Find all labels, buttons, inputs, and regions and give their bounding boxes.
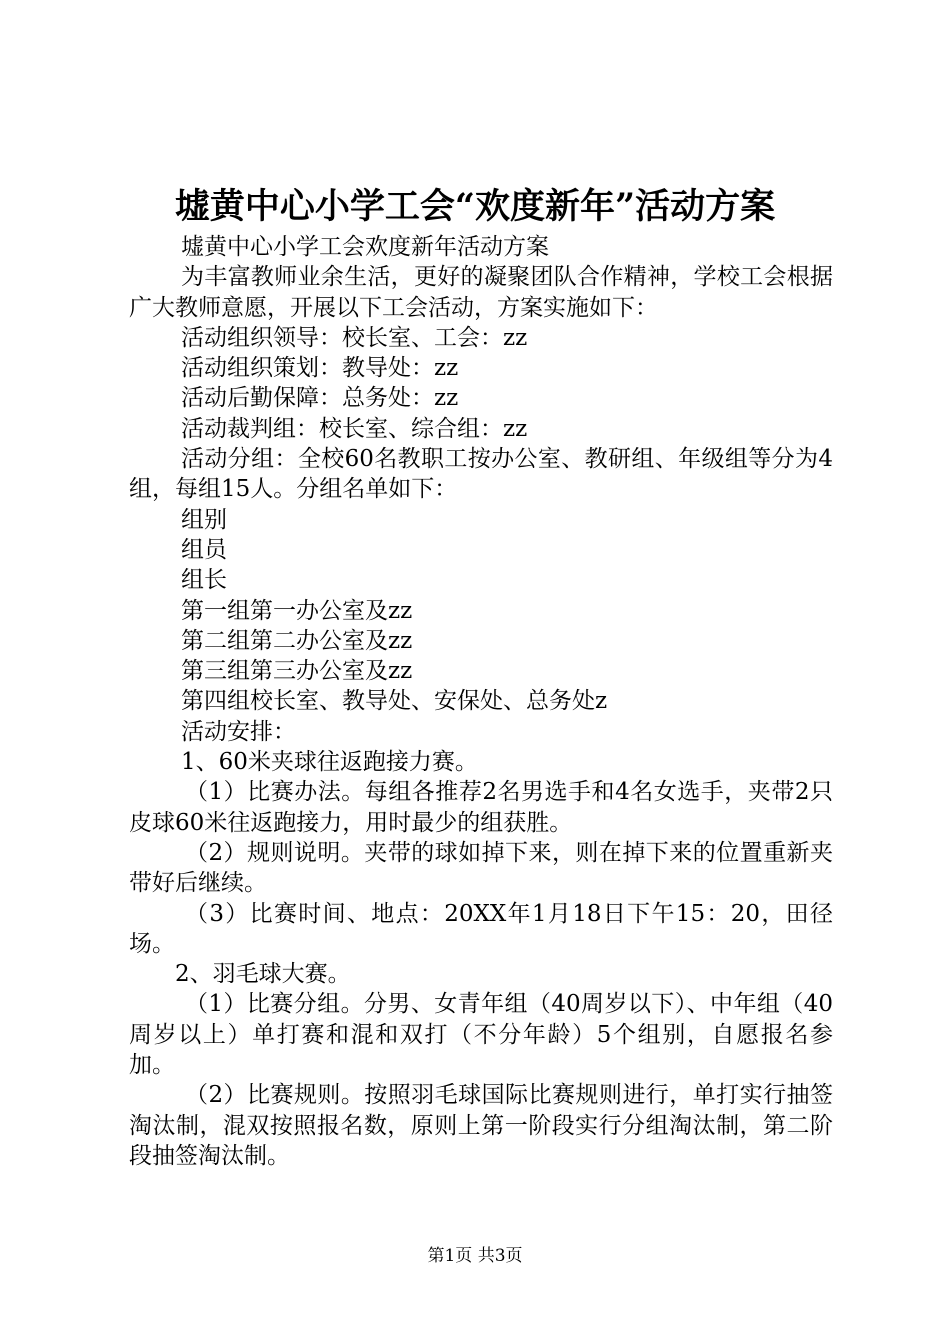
table-header-leader: 组长 bbox=[181, 567, 227, 594]
event-1-heading: 1、60米夹球往返跑接力赛。 bbox=[181, 749, 478, 776]
table-header-members: 组员 bbox=[181, 536, 227, 563]
referee-paragraph: 活动裁判组：校长室、综合组：zz bbox=[181, 415, 528, 442]
intro-paragraph: 为丰富教师业余生活，更好的凝聚团队合作精神，学校工会根据广大教师意愿，开展以下工会活动，方案实施如下： bbox=[129, 264, 833, 321]
document-body bbox=[129, 232, 833, 1171]
grouping-paragraph: 活动分组：全校60名教职工按办公室、教研组、年级组等分为4组，每组15人。分组名单如下： bbox=[129, 446, 833, 503]
event-2-rule-2: （2）比赛规则。按照羽毛球国际比赛规则进行，单打实行抽签淘汰制，混双按照报名数，原则上第一阶段实行分组淘汰制，第二阶段抽签淘汰制。 bbox=[129, 1082, 833, 1169]
table-header-group: 组别 bbox=[181, 506, 227, 533]
group-row-1: 第一组第一办公室及zz bbox=[181, 597, 413, 624]
logistics-paragraph: 活动后勤保障：总务处：zz bbox=[181, 385, 459, 412]
event-2-rule-1: （1）比赛分组。分男、女青年组（40周岁以下）、中年组（40周岁以上）单打赛和混和双打（不分年龄）5个组别，自愿报名参加。 bbox=[129, 991, 833, 1079]
event-2-heading: 2、羽毛球大赛。 bbox=[175, 961, 351, 988]
group-row-2: 第二组第二办公室及zz bbox=[181, 627, 413, 654]
page-footer: 第1页 共3页 bbox=[427, 1246, 523, 1266]
event-1-rule-2: （2）规则说明。夹带的球如掉下来，则在掉下来的位置重新夹带好后继续。 bbox=[129, 839, 833, 897]
subtitle-paragraph: 墟黄中心小学工会欢度新年活动方案 bbox=[181, 234, 549, 260]
group-row-3: 第三组第三办公室及zz bbox=[181, 658, 413, 685]
group-row-4: 第四组校长室、教导处、安保处、总务处z bbox=[181, 688, 608, 715]
leadership-paragraph: 活动组织领导：校长室、工会：zz bbox=[181, 324, 528, 351]
planning-paragraph: 活动组织策划：教导处：zz bbox=[181, 355, 459, 382]
event-1-rule-1: （1）比赛办法。每组各推荐2名男选手和4名女选手，夹带2只皮球60米往返跑接力，用时最少的组获胜。 bbox=[129, 779, 833, 836]
document-title: 墟黄中心小学工会“欢度新年”活动方案 bbox=[174, 186, 776, 227]
schedule-heading: 活动安排： bbox=[181, 718, 296, 745]
event-1-rule-3: （3）比赛时间、地点：20XX年1月18日下午15：20，田径场。 bbox=[129, 900, 833, 957]
